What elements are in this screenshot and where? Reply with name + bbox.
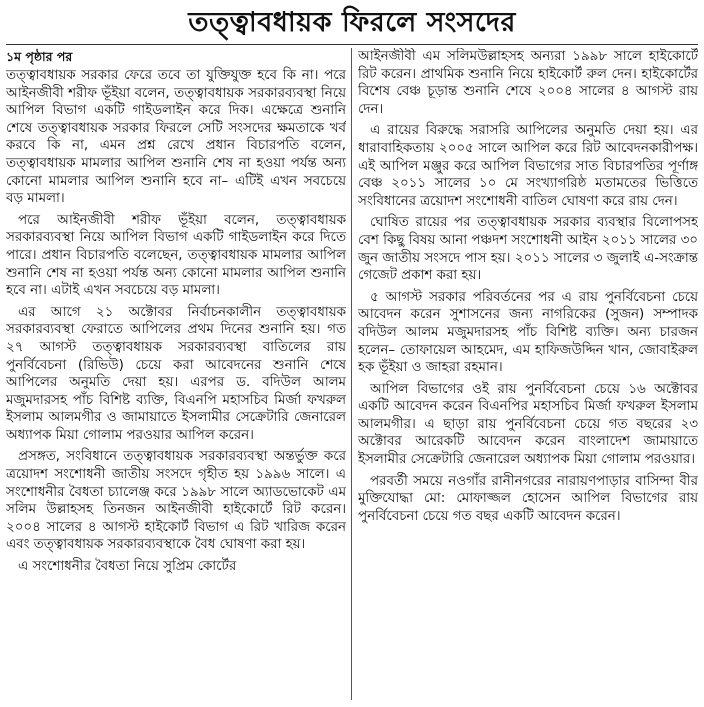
paragraph: প্রসঙ্গত, সংবিধানে তত্ত্বাবধায়ক সরকারব্যবস্থা অন্তর্ভুক্ত করে ত্রয়োদশ সংশোধনী জাতীয় সংসদে গৃহীত হয় ১৯৯৬ সালে। এ সংশোধনীর বৈধতা চ্যালেঞ্জ করে ১৯৯৮ সালে অ্যাডভোকেট এম সলিম উল্লাহসহ তিনজন আইনজীবী হাইকোর্টে রিট করেন। ২০০৪ সালের ৪ আগস্ট হাইকোর্ট বিভাগ এ রিট খারিজ করেন এবং তত্ত্বাবধায়ক সরকারব্যবস্থাকে বৈধ ঘোষণা করা হয়। [6,449,346,553]
headline: তত্ত্বাবধায়ক ফিরলে সংসদের [188,7,516,38]
column-divider [351,48,352,700]
continuation-label: ১ম পৃষ্ঠার পর [6,49,73,64]
left-column [6,48,346,703]
paragraph: এর আগে ২১ অক্টোবর নির্বাচনকালীন তত্ত্বাবধায়ক সরকারব্যবস্থা ফেরাতে আপিলের প্রথম দিনের শুনানি হয়। গত ২৭ আগস্ট তত্ত্বাবধায়ক সরকারব্যবস্থা বাতিলের রায় পুনর্বিবেচনা (রিভিউ) চেয়ে করা আবেদনের শুনানি শেষে আপিলের অনুমতি দেয়া হয়। এরপর ড. বদিউল আলম মজুমদারসহ পাঁচ বিশিষ্ট ব্যক্তি, বিএনপি মহাসচিব মির্জা ফখরুল ইসলাম আলমগীর ও জামায়াতে ইসলামীর সেক্রেটারি জেনারেল অধ্যাপক মিয়া গোলাম পরওয়ার আপিল করেন। [6,304,346,443]
paragraph: পরবর্তী সময়ে নওগাঁর রানীনগরের নারায়ণপাড়ার বাসিন্দা বীর মুক্তিযোদ্ধা মো: মোফাজ্জল হোসেন আপিল বিভাগের রায় পুনর্বিবেচনা চেয়ে গত বছর একটি আবেদন করেন। [358,473,698,524]
paragraph: আপিল বিভাগের ওই রায় পুনর্বিবেচনা চেয়ে ১৬ অক্টোবর একটি আবেদন করেন বিএনপির মহাসচিব মির্জা ফখরুল ইসলাম আলমগীর। এ ছাড়া রায় পুনর্বিবেচনা চেয়ে গত বছরের ২৩ অক্টোবর আরেকটি আবেদন করেন বাংলাদেশ জামায়াতে ইসলামীর সেক্রেটারি জেনারেল অধ্যাপক মিয়া গোলাম পরওয়ার। [358,381,698,468]
paragraph: এ সংশোধনীর বৈধতা নিয়ে সুপ্রিম কোর্টের [18,559,237,575]
paragraph: ঘোষিত রায়ের পর তত্ত্বাবধায়ক সরকার ব্যবস্থার বিলোপসহ বেশ কিছু বিষয় আনা পঞ্চদশ সংশোধনী আইন ২০১১ সালের ৩০ জুন জাতীয় সংসদে পাস হয়। ২০১১ সালের ৩ জুলাই এ-সংক্রান্ত গেজেট প্রকাশ করা হয়। [358,215,698,284]
headline-rule [6,44,698,45]
paragraph: আইনজীবী এম সলিমউল্লাহসহ অন্যরা ১৯৯৮ সালে হাইকোর্টে রিট করেন। প্রাথমিক শুনানি নিয়ে হাইকোর্ট রুল দেন। হাইকোর্টের বিশেষ বেঞ্চ চূড়ান্ত শুনানি শেষে ২০০৪ সালের ৪ আগস্ট রায় দেন। [358,49,698,117]
paragraph: এ রায়ের বিরুদ্ধে সরাসরি আপিলের অনুমতি দেয়া হয়। এর ধারাবাহিকতায় ২০০৫ সালে আপিল করে রিট আবেদনকারীপক্ষ। এই আপিল মঞ্জুর করে আপিল বিভাগের সাত বিচারপতির পূর্ণাঙ্গ বেঞ্চ ২০১১ সালের ১০ মে সংখ্যাগরিষ্ঠ মতামতের ভিত্তিতে সংবিধানের ত্রয়োদশ সংশোধনী বাতিল ঘোষণা করে রায় দেন। [358,123,698,209]
paragraph: পরে আইনজীবী শরীফ ভূঁইয়া বলেন, তত্ত্বাবধায়ক সরকারব্যবস্থা নিয়ে আপিল বিভাগ একটি গাইডলাইন করে দিতে পারে। প্রধান বিচারপতি বলেছেন, তত্ত্বাবধায়ক মামলার আপিল শুনানি শেষ না হওয়া পর্যন্ত অন্য কোনো মামলার আপিল শুনানি হবে না। এটাই এখন সবচেয়ে বড় মামলা। [6,212,346,299]
paragraph: তত্ত্বাবধায়ক সরকার ফেরে তবে তা যুক্তিযুক্ত হবে কি না। পরে আইনজীবী শরীফ ভূঁইয়া বলেন, তত্ত্বাবধায়ক সরকারব্যবস্থা নিয়ে আপিল বিভাগ একটি গাইডলাইন করে দিক। এক্ষেত্রে শুনানি শেষে তত্ত্বাবধায়ক সরকার ফিরলে সেটি সংসদের ক্ষমতাকে খর্ব করবে কি না, এমন প্রশ্ন রেখে প্রধান বিচারপতি বলেন, তত্ত্বাবধায়ক মামলার আপিল শুনানি শেষ না হওয়া পর্যন্ত অন্য কোনো মামলার আপিল শুনানি হবে না– এটিই এখন সবচেয়ে বড় মামলা। [6,68,346,207]
paragraph: ৫ আগস্ট সরকার পরিবর্তনের পর এ রায় পুনর্বিবেচনা চেয়ে আবেদন করেন সুশাসনের জন্য নাগরিকের (সুজন) সম্পাদক বদিউল আলম মজুমদারসহ পাঁচ বিশিষ্ট ব্যক্তি। অন্য চারজন হলেন– তোফায়েল আহমেদ, এম হাফিজউদ্দিন খান, জোবাইরুল হক ভূঁইয়া ও জাহরা রহমান। [358,289,698,376]
right-column [358,48,698,703]
